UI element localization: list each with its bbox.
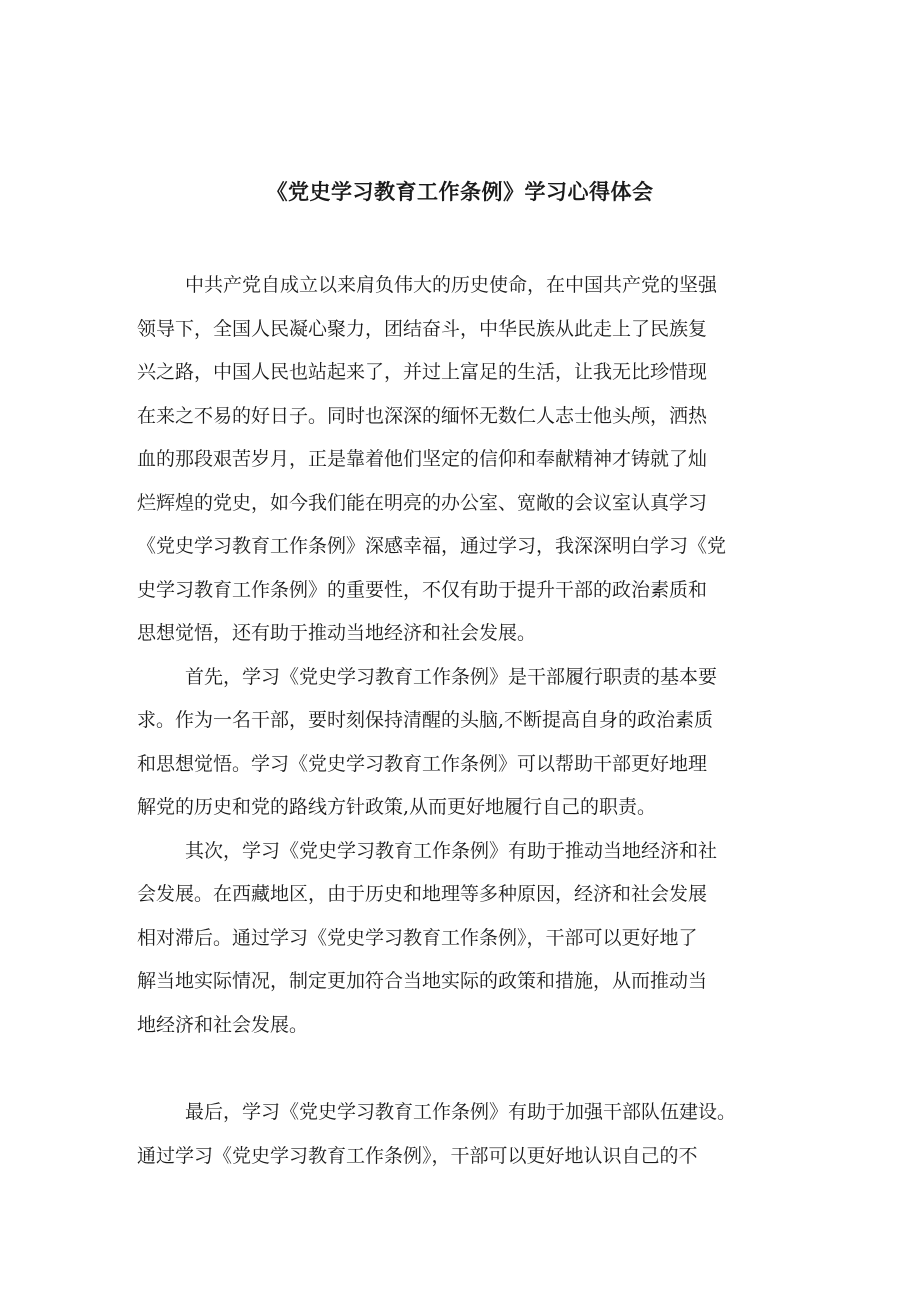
paragraph-line: 首先，学习《党史学习教育工作条例》是干部履行职责的基本要 (185, 665, 718, 688)
paragraph-line: 其次，学习《党史学习教育工作条例》有助于推动当地经济和社 (185, 839, 718, 862)
paragraph-line: 兴之路，中国人民也站起来了，并过上富足的生活，让我无比珍惜现 (137, 361, 708, 383)
paragraph-line: 在来之不易的好日子。同时也深深的缅怀无数仁人志士他头颅，洒热 (137, 404, 708, 427)
paragraph-line: 会发展。在西藏地区，由于历史和地理等多种原因，经济和社会发展 (137, 883, 708, 905)
paragraph-line: 血的那段艰苦岁月，正是靠着他们坚定的信仰和奉献精神才铸就了灿 (137, 448, 708, 470)
paragraph-gap (137, 1047, 791, 1091)
paragraph-line: 《党史学习教育工作条例》深感幸福，通过学习，我深深明白学习《党 (137, 535, 727, 557)
paragraph-line: 史学习教育工作条例》的重要性，不仅有助于提升干部的政治素质和 (137, 578, 708, 601)
paragraph-line: 解当地实际情况，制定更加符合当地实际的政策和措施，从而推动当 (137, 970, 708, 992)
paragraph-line: 地经济和社会发展。 (137, 1013, 309, 1036)
document-body (137, 264, 791, 1178)
paragraph-line: 相对滞后。通过学习《党史学习教育工作条例》，干部可以更好地了 (137, 926, 698, 949)
paragraph-line: 和思想觉悟。学习《党史学习教育工作条例》可以帮助干部更好地理 (137, 752, 708, 775)
paragraph-line: 中共产党自成立以来肩负伟大的历史使命，在中国共产党的坚强 (185, 274, 718, 296)
paragraph-3 (137, 830, 791, 1048)
document-title: 《党史学习教育工作条例》学习心得体会 (266, 180, 654, 204)
paragraph-1 (137, 264, 791, 656)
paragraph-line: 烂辉煌的党史，如今我们能在明亮的办公室、宽敞的会议室认真学习 (137, 491, 708, 514)
paragraph-line: 思想觉悟，还有助于推动当地经济和社会发展。 (137, 622, 537, 644)
paragraph-line: 最后，学习《党史学习教育工作条例》有助于加强干部队伍建设。 (185, 1101, 737, 1123)
paragraph-4 (137, 1091, 791, 1178)
paragraph-line: 领导下，全国人民凝心聚力，团结奋斗，中华民族从此走上了民族复 (137, 317, 708, 340)
paragraph-line: 解党的历史和党的路线方针政策,从而更好地履行自己的职责。 (137, 796, 657, 818)
paragraph-line: 求。作为一名干部，要时刻保持清醒的头脑,不断提高自身的政治素质 (137, 709, 714, 731)
paragraph-2 (137, 656, 791, 830)
paragraph-line: 通过学习《党史学习教育工作条例》，干部可以更好地认识自己的不 (137, 1144, 698, 1167)
